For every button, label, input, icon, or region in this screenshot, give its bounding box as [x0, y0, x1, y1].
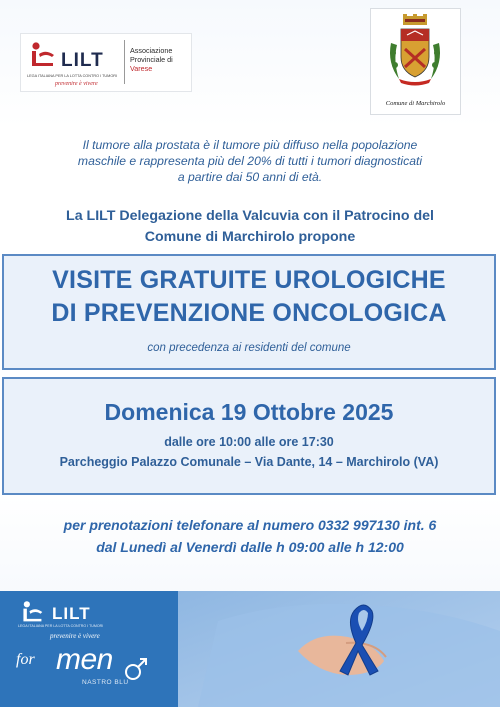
lilt-tagline: LEGA ITALIANA PER LA LOTTA CONTRO I TUMORI [27, 74, 118, 78]
coat-of-arms-icon [385, 13, 445, 89]
association-province: Varese [130, 64, 153, 73]
headline-box [2, 254, 496, 370]
banner-wordmark: LILT [52, 604, 91, 623]
headline-line: VISITE GRATUITE UROLOGICHE [52, 266, 446, 294]
event-date: Domenica 19 Ottobre 2025 [104, 399, 394, 425]
banner-tagline: LEGA ITALIANA PER LA LOTTA CONTRO I TUMORI [18, 624, 104, 628]
association-line: Provinciale di [130, 55, 173, 64]
lilt-varese-logo [20, 33, 192, 92]
lilt-figure-icon [18, 600, 46, 624]
logo-divider [124, 40, 125, 84]
association-line: Associazione [130, 46, 173, 55]
headline-line: DI PREVENZIONE ONCOLOGICA [51, 299, 447, 327]
event-location: Parcheggio Palazzo Comunale – Via Dante, 14 – Marchirolo (VA) [59, 455, 439, 469]
comune-logo [370, 8, 461, 115]
banner-slogan: prevenire è vivere [50, 632, 100, 640]
headline-title [4, 264, 494, 330]
lilt-for-men-banner [0, 591, 500, 707]
banner-logo-panel [0, 591, 178, 707]
event-box [2, 377, 496, 495]
proposal-text [20, 206, 480, 248]
men-text: men [56, 643, 113, 676]
proposal-line: La LILT Delegazione della Valcuvia con il Patrocino del [66, 208, 434, 224]
blue-ribbon-photo [178, 591, 500, 707]
for-text: for [16, 651, 35, 668]
intro-line: maschile e rappresenta più del 20% di tutti i tumori diagnosticati [77, 154, 423, 168]
intro-line: a partire dai 50 anni di età. [177, 170, 323, 184]
proposal-line: Comune di Marchirolo propone [144, 229, 356, 245]
lilt-wordmark: LILT [61, 50, 104, 71]
intro-line: Il tumore alla prostata è il tumore più diffuso nella popolazione [82, 138, 418, 152]
booking-phone: per prenotazioni telefonare al numero 0332 997130 int. 6 [63, 517, 437, 533]
event-time: dalle ore 10:00 alle ore 17:30 [164, 435, 334, 449]
lilt-slogan: prevenire è vivere [55, 81, 98, 87]
booking-hours: dal Lunedì al Venerdì dalle h 09:00 alle h 12:00 [96, 539, 404, 555]
lilt-figure-icon [27, 41, 57, 69]
comune-label: Comune di Marchirolo [385, 100, 446, 107]
booking-info [10, 514, 490, 558]
nastro-blu-label: NASTRO BLU [82, 679, 129, 686]
intro-paragraph [40, 137, 460, 185]
headline-subtitle: con precedenza ai residenti del comune [147, 342, 351, 354]
association-name [130, 46, 173, 73]
